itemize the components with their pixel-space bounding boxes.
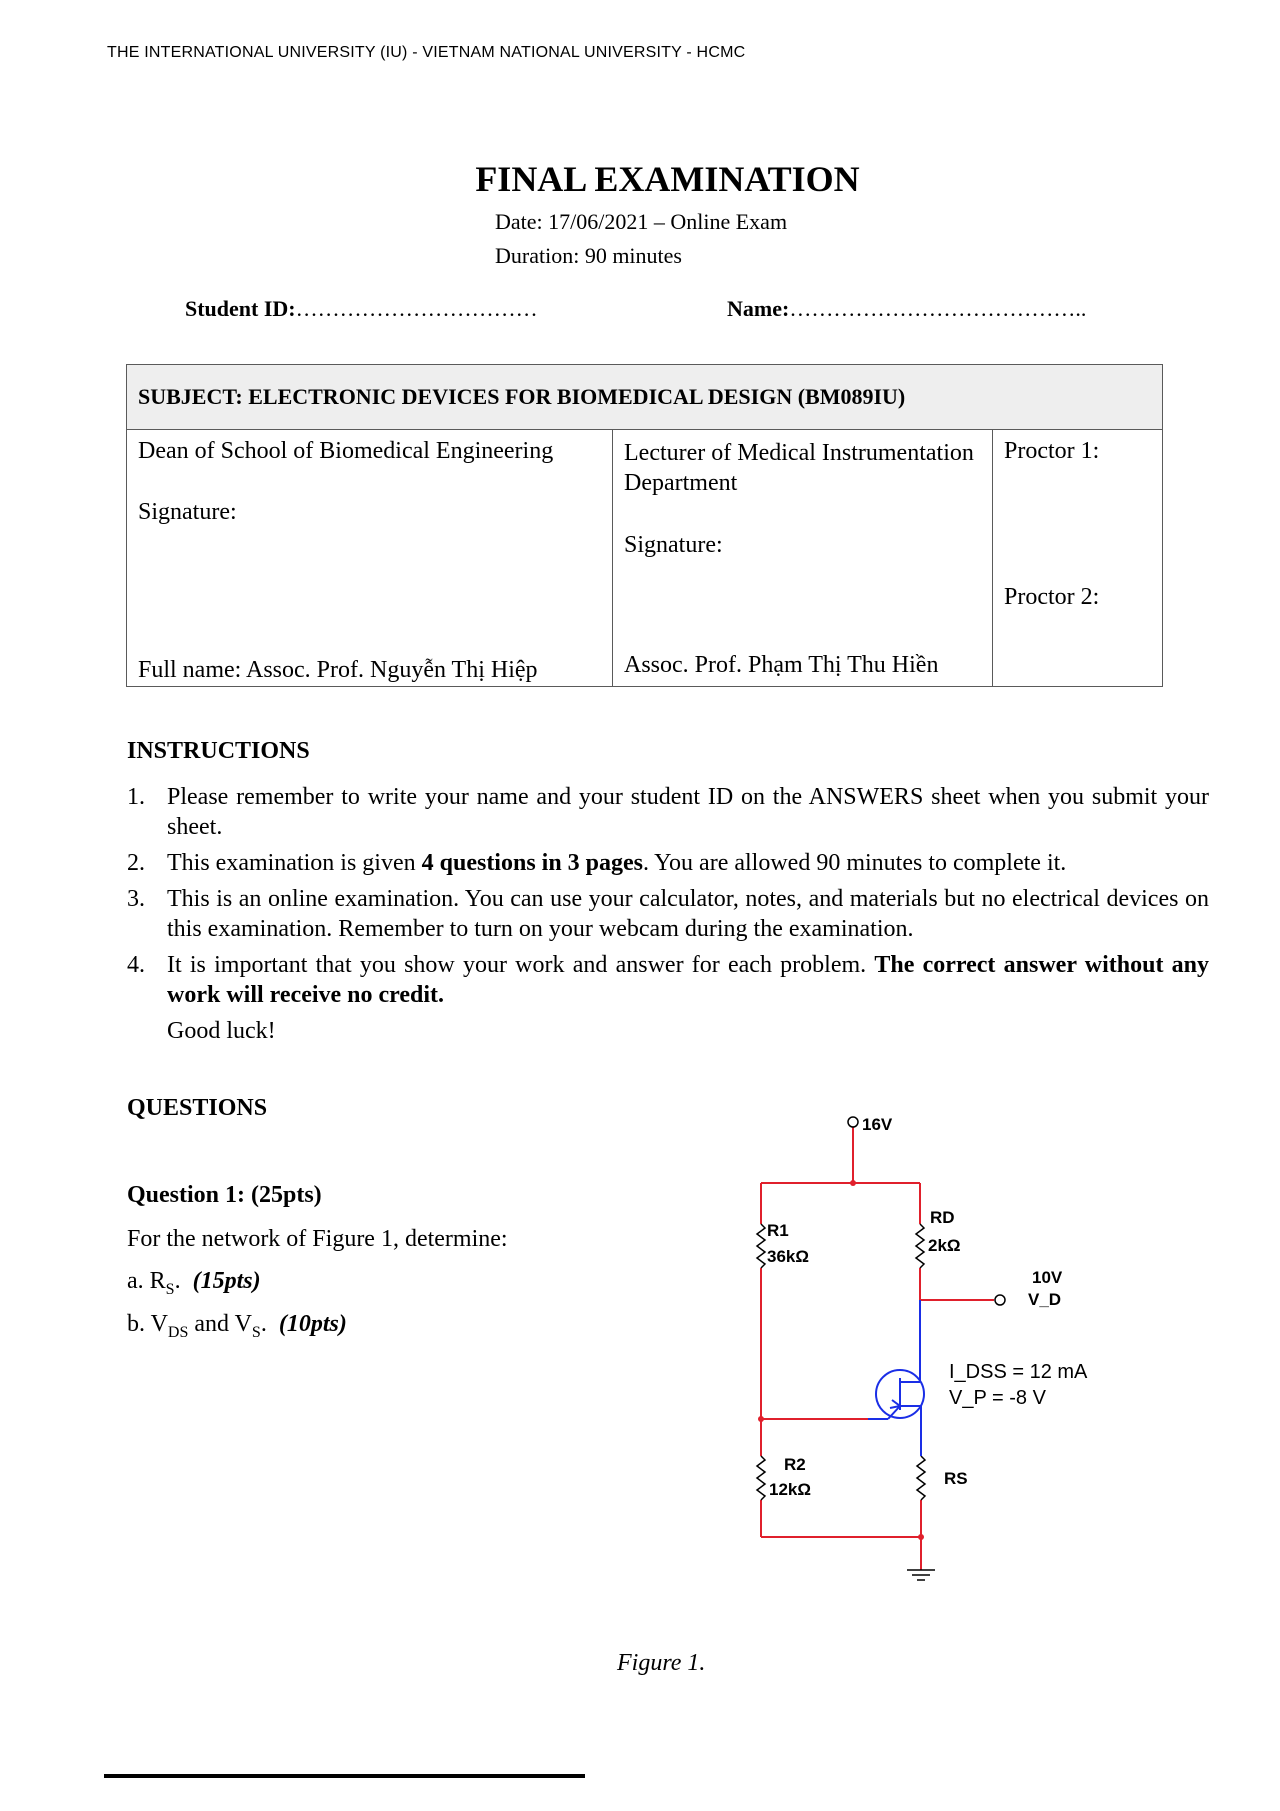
vd-terminal-circle (995, 1295, 1005, 1305)
part-b-subscript-ds: DS (167, 1323, 189, 1341)
lecturer-title: Lecturer of Medical Instrumentation Department (624, 440, 974, 496)
instructions-title: INSTRUCTIONS (127, 738, 310, 764)
student-id-dots: …………………………… (295, 296, 538, 321)
exam-duration: Duration: 90 minutes (495, 243, 682, 268)
student-name-dots: ………………………………….. (789, 296, 1087, 321)
r1-name-label: R1 (767, 1221, 789, 1240)
instruction-number: 4. (127, 952, 145, 978)
proctor2-label: Proctor 2: (1004, 584, 1100, 610)
student-name-label: Name: (727, 296, 790, 321)
footer-rule (104, 1774, 585, 1778)
lecturer-cell (613, 430, 993, 687)
instruction-text: . You are allowed 90 minutes to complete it. (643, 850, 1067, 876)
instruction-text: This examination is given (167, 850, 422, 876)
r2-resistor (757, 1456, 765, 1500)
student-name-field (727, 296, 1086, 322)
jfet-gate-arrow (890, 1400, 900, 1408)
lecturer-signature-label: Signature: (624, 532, 723, 558)
circuit-wires (761, 1127, 994, 1570)
instruction-item (127, 950, 1209, 1010)
dean-cell (127, 430, 613, 687)
rs-resistor (917, 1456, 925, 1500)
dean-title: Dean of School of Biomedical Engineering (138, 438, 554, 464)
part-b-text: b. V (127, 1311, 168, 1337)
student-id-label: Student ID: (185, 296, 296, 321)
part-b-period: . (260, 1311, 267, 1337)
idss-label: I_DSS = 12 mA (949, 1361, 1088, 1383)
proctor1-label: Proctor 1: (1004, 438, 1100, 464)
question1-part-b (127, 1311, 347, 1342)
instruction-number: 1. (127, 784, 145, 810)
junction-dot (918, 1534, 924, 1540)
r1-value-label: 36kΩ (767, 1247, 809, 1266)
part-a-text: a. R (127, 1268, 166, 1294)
r2-value-label: 12kΩ (769, 1480, 811, 1499)
instruction-item (127, 848, 1209, 878)
junction-dot (850, 1180, 856, 1186)
jfet-transistor (868, 1300, 924, 1456)
student-id-field (185, 296, 538, 322)
part-a-subscript: S (165, 1280, 175, 1298)
instruction-item (127, 884, 1209, 944)
subject-cell: SUBJECT: ELECTRONIC DEVICES FOR BIOMEDICAL DESIGN (BM089IU) (127, 365, 1163, 430)
part-b-subscript-s: S (251, 1323, 261, 1341)
question1-title: Question 1: (25pts) (127, 1182, 322, 1208)
supply-terminal-circle (848, 1117, 858, 1127)
supply-terminal (848, 1117, 858, 1127)
instruction-number: 3. (127, 886, 145, 912)
figure-caption: Figure 1. (617, 1650, 706, 1676)
r2-name-label: R2 (784, 1455, 806, 1474)
question1-part-a (127, 1268, 261, 1299)
dean-fullname: Full name: Assoc. Prof. Nguyễn Thị Hiệp (138, 657, 538, 683)
exam-title: FINAL EXAMINATION (475, 159, 860, 199)
instruction-emphasis: 4 questions in 3 pages (421, 850, 644, 876)
instruction-emphasis: The correct answer without any work will receive no credit. (167, 952, 1209, 1008)
instruction-item (127, 782, 1209, 842)
exam-info-table (126, 364, 1163, 687)
supply-voltage-label: 16V (862, 1115, 893, 1134)
rd-resistor (916, 1224, 924, 1268)
instruction-text: This is an online examination. You can use your calculator, notes, and materials but no electrical devices on this examination. Remember to turn on your webcam during the examination. (167, 886, 1209, 942)
lecturer-name: Assoc. Prof. Phạm Thị Thu Hiền (624, 652, 939, 678)
junction-dot (758, 1416, 764, 1422)
vd-value-label: 10V (1032, 1268, 1063, 1287)
r1-resistor (757, 1224, 765, 1268)
ground-symbol (907, 1570, 935, 1580)
rd-name-label: RD (930, 1208, 955, 1227)
instruction-number: 2. (127, 850, 145, 876)
proctor-cell (993, 430, 1163, 687)
rd-value-label: 2kΩ (928, 1236, 961, 1255)
vd-terminal (995, 1295, 1005, 1305)
dean-signature-label: Signature: (138, 499, 237, 525)
instruction-text: Please remember to write your name and your student ID on the ANSWERS sheet when you submit your sheet. (167, 784, 1209, 840)
questions-title: QUESTIONS (127, 1095, 268, 1121)
part-a-points: (15pts) (192, 1268, 261, 1294)
part-a-period: . (174, 1268, 181, 1294)
instructions-list (127, 782, 1209, 1016)
instruction-text: It is important that you show your work and answer for each problem. (167, 952, 875, 978)
part-b-text-mid: and V (188, 1311, 252, 1337)
institution-header: THE INTERNATIONAL UNIVERSITY (IU) - VIETNAM NATIONAL UNIVERSITY - HCMC (107, 44, 746, 61)
rs-name-label: RS (944, 1469, 968, 1488)
vd-name-label: V_D (1028, 1290, 1062, 1309)
part-b-points: (10pts) (278, 1311, 347, 1337)
exam-date: Date: 17/06/2021 – Online Exam (495, 209, 788, 234)
good-luck-text: Good luck! (167, 1018, 276, 1044)
jfet-circuit-diagram (740, 1100, 1140, 1600)
question1-prompt: For the network of Figure 1, determine: (127, 1226, 508, 1252)
vp-label: V_P = -8 V (949, 1387, 1046, 1409)
